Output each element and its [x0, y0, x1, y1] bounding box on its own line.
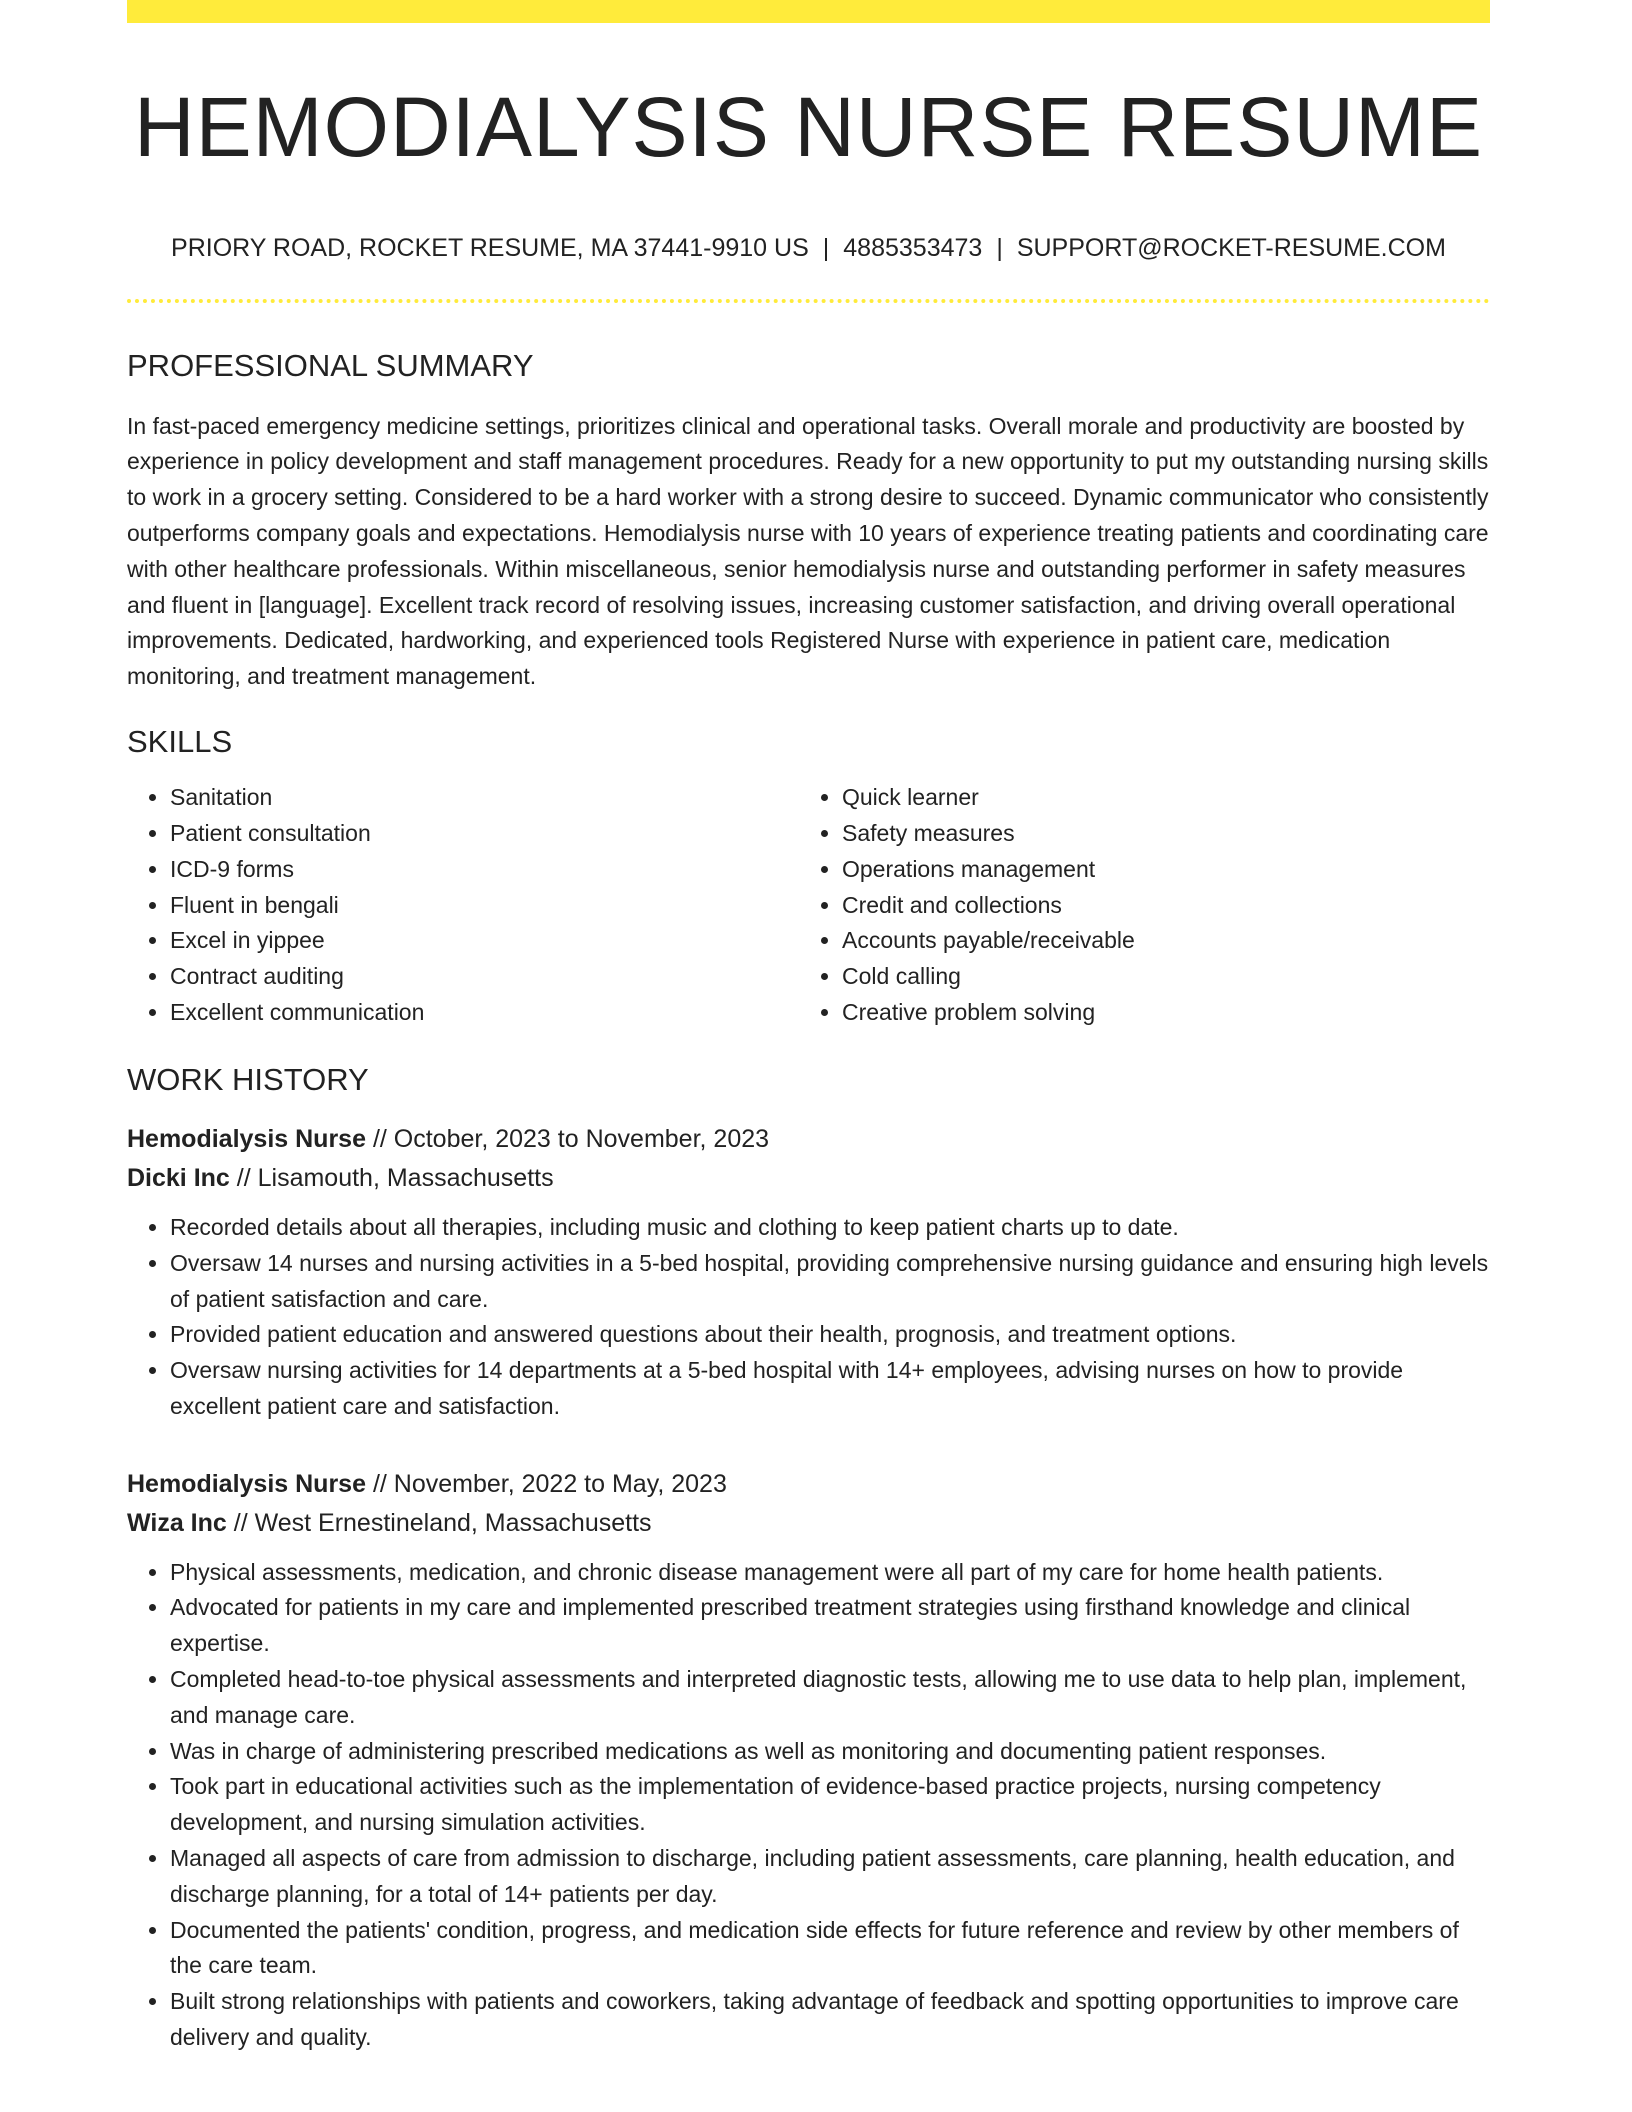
summary-heading: PROFESSIONAL SUMMARY — [127, 348, 534, 384]
job-location: // West Ernestineland, Massachusetts — [226, 1508, 652, 1537]
job-bullet: • Managed all aspects of care from admission to discharge, including patient assessments, care planning, health education, and discharge planning, for a total of 14+ patients per day. — [170, 1841, 1490, 1913]
skill-item: • Accounts payable/receivable — [842, 923, 1490, 959]
job-company-line — [127, 1159, 1490, 1198]
job-title-line — [127, 1465, 1490, 1504]
skill-item: • Sanitation — [170, 780, 799, 816]
job-company: Dicki Inc — [127, 1163, 230, 1192]
contact-line — [127, 233, 1490, 263]
contact-email: SUPPORT@ROCKET-RESUME.COM — [1016, 234, 1446, 263]
skill-item: • Patient consultation — [170, 816, 799, 852]
job-title: Hemodialysis Nurse — [127, 1469, 366, 1498]
contact-phone: 4885353473 — [843, 234, 983, 263]
skill-item: • Cold calling — [842, 959, 1490, 995]
skill-item: • ICD-9 forms — [170, 852, 799, 888]
work-history-heading: WORK HISTORY — [127, 1061, 369, 1097]
skill-item: • Safety measures — [842, 816, 1490, 852]
skill-item: • Contract auditing — [170, 959, 799, 995]
contact-address: PRIORY ROAD, ROCKET RESUME, MA 37441-9910 US — [171, 234, 809, 263]
job-bullet: • Physical assessments, medication, and chronic disease management were all part of my care for home health patients. — [170, 1555, 1490, 1591]
job-entry — [127, 1120, 1490, 1425]
job-bullet: • Documented the patients' condition, progress, and medication side effects for future reference and review by other members of the care team. — [170, 1913, 1490, 1985]
skills-heading: SKILLS — [127, 723, 233, 759]
accent-top-bar — [127, 0, 1490, 23]
job-location: // Lisamouth, Massachusetts — [229, 1163, 554, 1192]
job-entry — [127, 1465, 1490, 2056]
resume-page — [127, 0, 1490, 2056]
skills-column-right — [799, 780, 1490, 1031]
contact-separator: | — [822, 234, 830, 263]
job-dates: // October, 2023 to November, 2023 — [366, 1124, 770, 1153]
skills-list — [127, 780, 1490, 1031]
job-bullet: • Was in charge of administering prescribed medications as well as monitoring and documenting patient responses. — [170, 1734, 1490, 1770]
skills-column-left — [127, 780, 799, 1031]
skill-item: • Excellent communication — [170, 995, 799, 1031]
job-bullet: • Oversaw nursing activities for 14 departments at a 5-bed hospital with 14+ employees, advising nurses on how to provide excellent patient care and satisfaction. — [170, 1353, 1490, 1425]
contact-separator: | — [996, 234, 1003, 263]
job-title-line — [127, 1120, 1490, 1159]
job-company-line — [127, 1504, 1490, 1543]
job-bullet: • Built strong relationships with patients and coworkers, taking advantage of feedback and spotting opportunities to improve care delivery and quality. — [170, 1984, 1490, 2056]
job-bullet: • Completed head-to-toe physical assessments and interpreted diagnostic tests, allowing me to use data to help plan, implement, and manage care. — [170, 1662, 1490, 1734]
skill-item: • Creative problem solving — [842, 995, 1490, 1031]
job-bullet: • Provided patient education and answered questions about their health, prognosis, and treatment options. — [170, 1317, 1490, 1353]
dotted-divider — [127, 299, 1490, 303]
job-bullet: • Advocated for patients in my care and implemented prescribed treatment strategies using firsthand knowledge and clinical expertise. — [170, 1590, 1490, 1662]
skill-item: • Quick learner — [842, 780, 1490, 816]
summary-text: In fast-paced emergency medicine settings, prioritizes clinical and operational tasks. Overall morale and productivity are boosted by experience in policy development and staff management procedures. Ready for a new opportunity to put my outstanding nursing skills to work in a grocery setting. Considered to be a hard worker with a strong desire to succeed. Dynamic communicator who consistently outperforms company goals and expectations. Hemodialysis nurse with 10 years of experience treating patients and coordinating care with other healthcare professionals. Within miscellaneous, senior hemodialysis nurse and outstanding performer in safety measures and fluent in [language]. Excellent track record of resolving issues, increasing customer satisfaction, and driving overall operational improvements. Dedicated, hardworking, and experienced tools Registered Nurse with experience in patient care, medication monitoring, and treatment management. — [127, 412, 1489, 690]
job-bullets — [127, 1555, 1490, 2056]
skill-item: • Excel in yippee — [170, 923, 799, 959]
skill-item: • Credit and collections — [842, 888, 1490, 924]
skill-item: • Fluent in bengali — [170, 888, 799, 924]
job-bullet: • Took part in educational activities such as the implementation of evidence-based practice projects, nursing competency development, and nursing simulation activities. — [170, 1769, 1490, 1841]
job-dates: // November, 2022 to May, 2023 — [366, 1469, 727, 1498]
job-bullet: • Oversaw 14 nurses and nursing activities in a 5-bed hospital, providing comprehensive nursing guidance and ensuring high levels of patient satisfaction and care. — [170, 1246, 1490, 1318]
resume-title: HEMODIALYSIS NURSE RESUME — [133, 80, 1484, 174]
skill-item: • Operations management — [842, 852, 1490, 888]
job-bullets — [127, 1210, 1490, 1425]
job-company: Wiza Inc — [127, 1508, 227, 1537]
job-bullet: • Recorded details about all therapies, including music and clothing to keep patient charts up to date. — [170, 1210, 1490, 1246]
job-title: Hemodialysis Nurse — [127, 1124, 366, 1153]
